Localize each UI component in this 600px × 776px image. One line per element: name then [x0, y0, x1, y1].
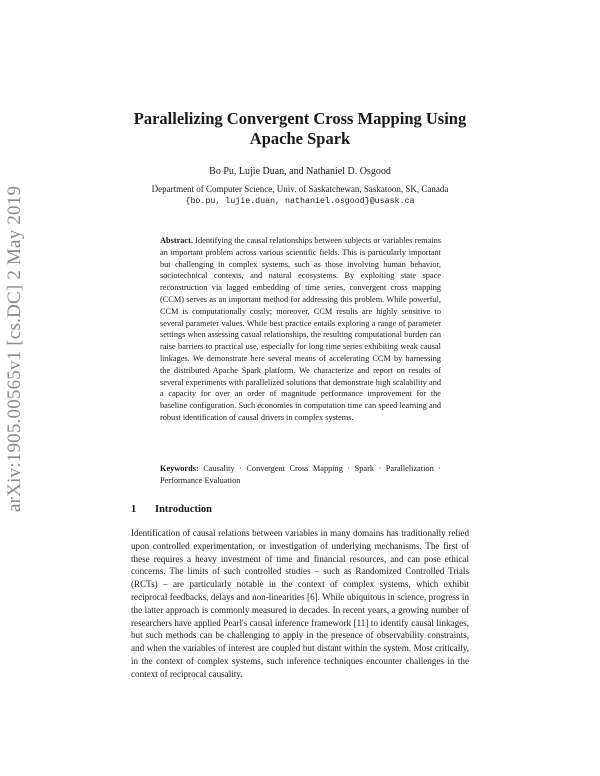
keywords [160, 463, 441, 487]
abstract [160, 235, 441, 424]
abstract-label: Abstract. [160, 236, 193, 245]
author-list: Bo Pu, Lujie Duan, and Nathaniel D. Osgood [209, 166, 391, 177]
introduction-paragraph: Identification of causal relations between variables in many domains has traditionally relied upon controlled experimentation, or investigation of underlying mechanisms. The first of these requires a heavy investment of time and financial resources, and can pose ethical concerns. The limits of such controlled studies – such as Randomized Controlled Trials (RCTs) – are particularly notable in the context of complex systems, which exhibit reciprocal feedbacks, delays and non-linearities [6]. While ubiquitous in science, progress in the latter approach is commonly measured in decades. In recent years, a growing number of researchers have applied Pearl's causal inference framework [11] to identify causal linkages, but such methods can be challenging to apply in the presence of observability constraints, and when the variables of interest are coupled but distant within the system. Most critically, in the context of complex systems, such inference techniques encounter challenges in the context of reciprocal causality. [131, 528, 469, 679]
keywords-label: Keywords: [160, 464, 199, 473]
section-heading [131, 504, 212, 515]
author-emails: {bo.pu, lujie.duan, nathaniel.osgood}@usask.ca [185, 196, 415, 206]
keywords-text: Causality · Convergent Cross Mapping · Spark · Parallelization · Performance Evaluation [160, 464, 441, 485]
arxiv-identifier: arXiv:1905.00565v1 [cs.DC] 2 May 2019 [4, 185, 25, 512]
affiliation-block [110, 184, 490, 207]
section-number: 1 [131, 504, 137, 515]
abstract-text: Identifying the causal relationships between subjects or variables remains an important problem across various scientific fields. This is particularly important but challenging in complex systems, such as those involving human behavior, sociotechnical contexts, and natural ecosystems. By exploiting state space reconstruction via lagged embedding of time series, convergent cross mapping (CCM) serves as an important method for addressing this problem. While powerful, CCM is computationally costly; moreover, CCM results are highly sensitive to several parameter values. While best practice entails exploring a range of parameter settings when assessing casual relationships, the resulting computational burden can raise barriers to practical use, especially for long time series exhibiting weak causal linkages. We demonstrate here several means of accelerating CCM by harnessing the distributed Apache Spark platform. We characterize and report on results of several experiments with parallelized solutions that demonstrate high scalability and a capacity for over an order of magnitude performance improvement for the baseline configuration. Such economies in computation time can speed learning and robust identification of causal drivers in complex systems. [160, 236, 441, 422]
paper-title: Parallelizing Convergent Cross Mapping Using Apache Spark [133, 109, 467, 148]
affiliation: Department of Computer Science, Univ. of Saskatchewan, Saskatoon, SK, Canada [151, 184, 449, 194]
section-title: Introduction [155, 504, 212, 515]
